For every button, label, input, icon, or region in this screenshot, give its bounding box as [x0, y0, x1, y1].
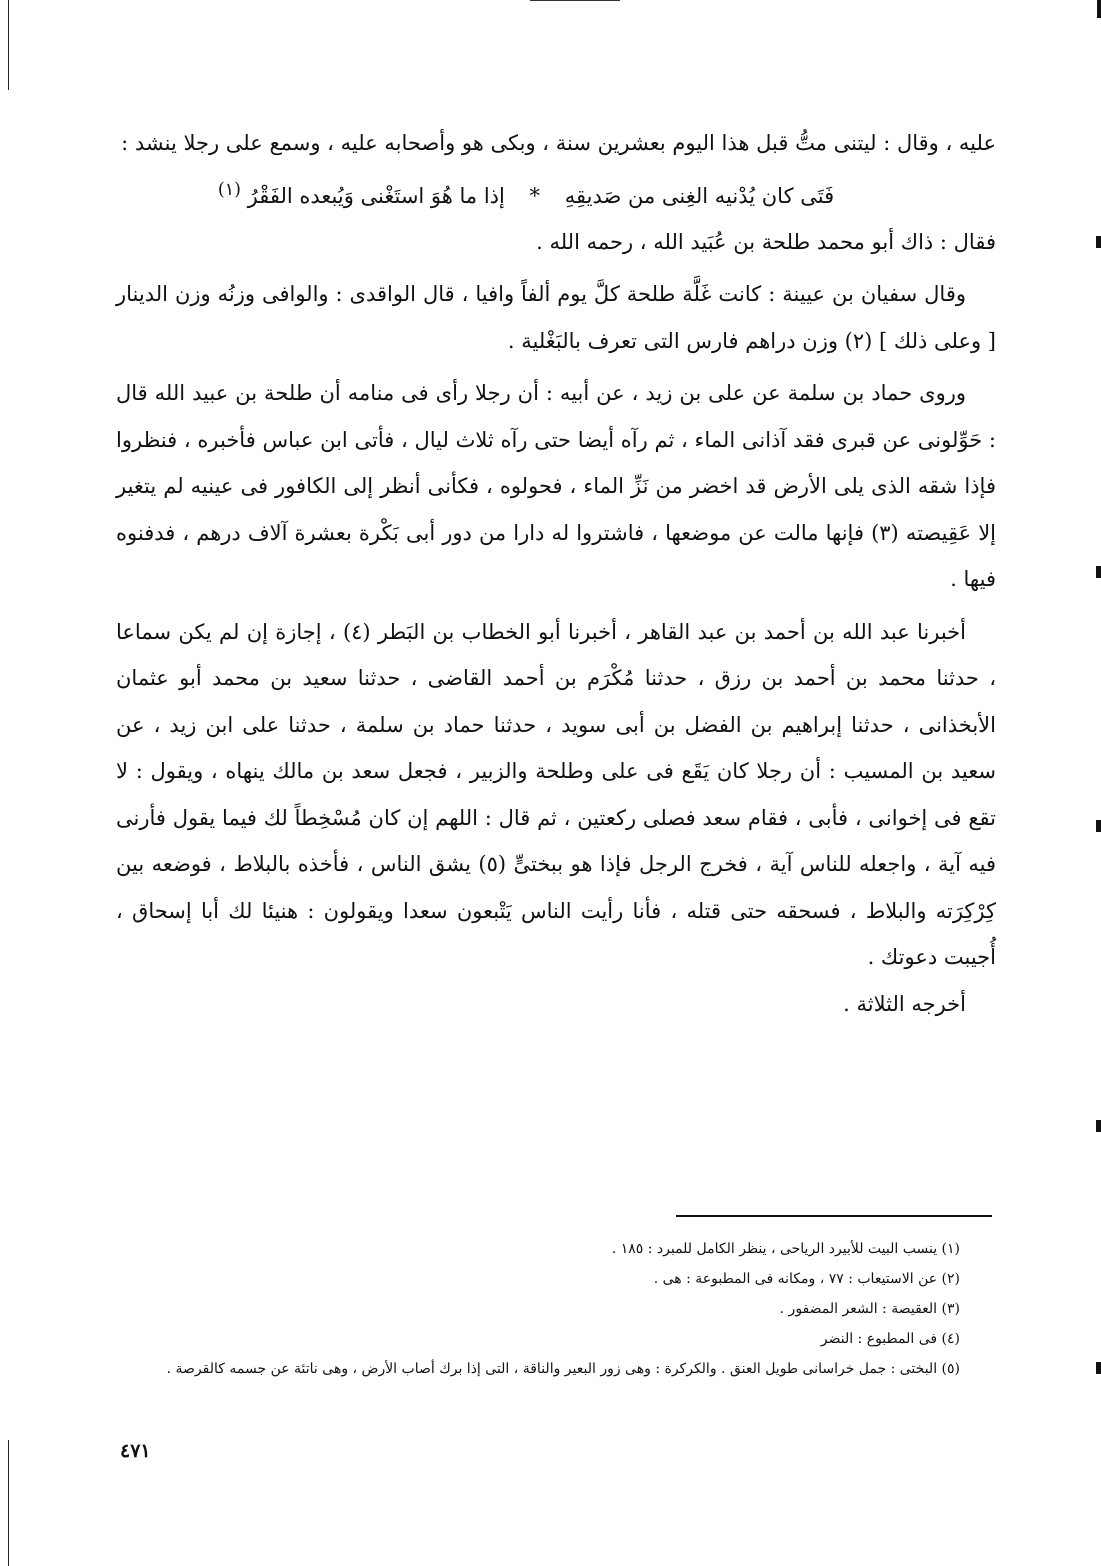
scan-edge-mark — [1096, 236, 1101, 248]
scan-edge-mark — [1096, 1362, 1101, 1374]
scan-edge-line — [8, 0, 9, 90]
scan-edge-line-bottom — [8, 1440, 9, 1566]
page-number: ٤٧١ — [120, 1440, 151, 1462]
footnote-1: (١) ينسب البيت للأبيرد الرياحى ، ينظر الكامل للمبرد : ١٨٥ . — [611, 1241, 960, 1257]
footnote-4: (٤) فى المطبوع : النضر — [820, 1331, 960, 1347]
closing-line: أخرجه الثلاثة . — [843, 991, 966, 1016]
scan-corner-mark — [1097, 0, 1101, 18]
paragraph-1: عليه ، وقال : ليتنى متُّ قبل هذا اليوم بعشرين سنة ، وبكى هو وأصحابه عليه ، وسمع على رجلا ينشد : — [121, 131, 996, 155]
footnote-2: (٢) عن الاستيعاب : ٧٧ ، ومكانه فى المطبوعة : هى . — [653, 1271, 960, 1287]
footnote-ref-1: (١) — [217, 179, 241, 200]
footnote-divider — [676, 1215, 992, 1217]
scan-top-line — [530, 0, 620, 1]
verse-second-hemistich: إذا ما هُوَ استَغْنى وَيُبعده الفَقْرُ — [247, 183, 505, 208]
paragraph-2: فقال : ذاك أبو محمد طلحة بن عُبَيد الله ، رحمه الله . — [536, 229, 996, 254]
footnotes — [110, 1234, 960, 1384]
scan-edge-mark — [1096, 566, 1101, 578]
verse-first-hemistich: فَتَى كان يُدْنيه الغِنى من صَديقِهِ — [564, 183, 835, 208]
paragraph-5: أخبرنا عبد الله بن أحمد بن عبد القاهر ، أخبرنا أبو الخطاب بن البَطر (٤) ، إجازة إن لم يكن سماعا ، حدثنا محمد بن أحمد بن رزق ، حدثنا مُكْرَم بن أحمد القاضى ، حدثنا سعيد بن محمد أبو عثمان الأبخذانى ، حدثنا إبراهيم بن الفضل بن أبى سويد ، حدثنا حماد بن سلمة ، حدثنا على ابن زيد ، عن سعيد بن المسيب : أن رجلا كان يَقَع فى على وطلحة والزبير ، فجعل سعد بن مالك ينهاه ، ويقول : لا تقع فى إخوانى ، فأبى ، فقام سعد فصلى ركعتين ، ثم قال : اللهم إن كان مُسْخِطاً لك فيما يقول فأرنى فيه آية ، واجعله للناس آية ، فخرج الرجل فإذا هو ببختىٍّ (٥) يشق الناس ، فأخذه بالبلاط ، فوضعه بين كِرْكِرَته والبلاط ، فسحقه حتى قتله ، فأنا رأيت الناس يَتْبعون سعدا ويقولون : هنيئا لك أبا إسحاق ، أُجيبت دعوتك . — [116, 619, 996, 969]
paragraph-4: وروى حماد بن سلمة عن على بن زيد ، عن أبيه : أن رجلا رأى فى منامه أن طلحة بن عبيد الله قال : حَوِّلونى عن قبرى فقد آذانى الماء ، ثم رآه أيضا حتى رآه ثلاث ليال ، فأتى ابن عباس فأخبره ، فنظروا فإذا شقه الذى يلى الأرض قد اخضر من نَزِّ الماء ، فحولوه ، فكأنى أنظر إلى الكافور فى عينيه لم يتغير إلا عَقِيصته (٣) فإنها مالت عن موضعها ، فاشتروا له دارا من دور أبى بَكْرة بعشرة آلاف درهم ، فدفنوه فيها . — [116, 381, 996, 591]
paragraph-3: وقال سفيان بن عيينة : كانت غَلَّة طلحة كلَّ يوم ألفاً وافيا ، قال الواقدى : والوافى وزنُه وزن الدينار [ وعلى ذلك ] (٢) وزن دراهم فارس التى تعرف بالبَغْلية . — [116, 282, 996, 353]
poetry-verse — [116, 167, 996, 219]
scan-edge-mark — [1096, 1120, 1101, 1132]
page-body — [116, 120, 996, 1027]
scan-edge-mark — [1096, 820, 1101, 832]
footnote-5: (٥) البختى : جمل خراسانى طويل العنق . والكركرة : وهى زور البعير والناقة ، التى إذا برك أصاب الأرض ، وهى ناتئة عن جسمه كالقرصة . — [166, 1361, 960, 1377]
footnote-3: (٣) العقيصة : الشعر المضفور . — [779, 1301, 960, 1317]
verse-separator: * — [529, 183, 541, 208]
